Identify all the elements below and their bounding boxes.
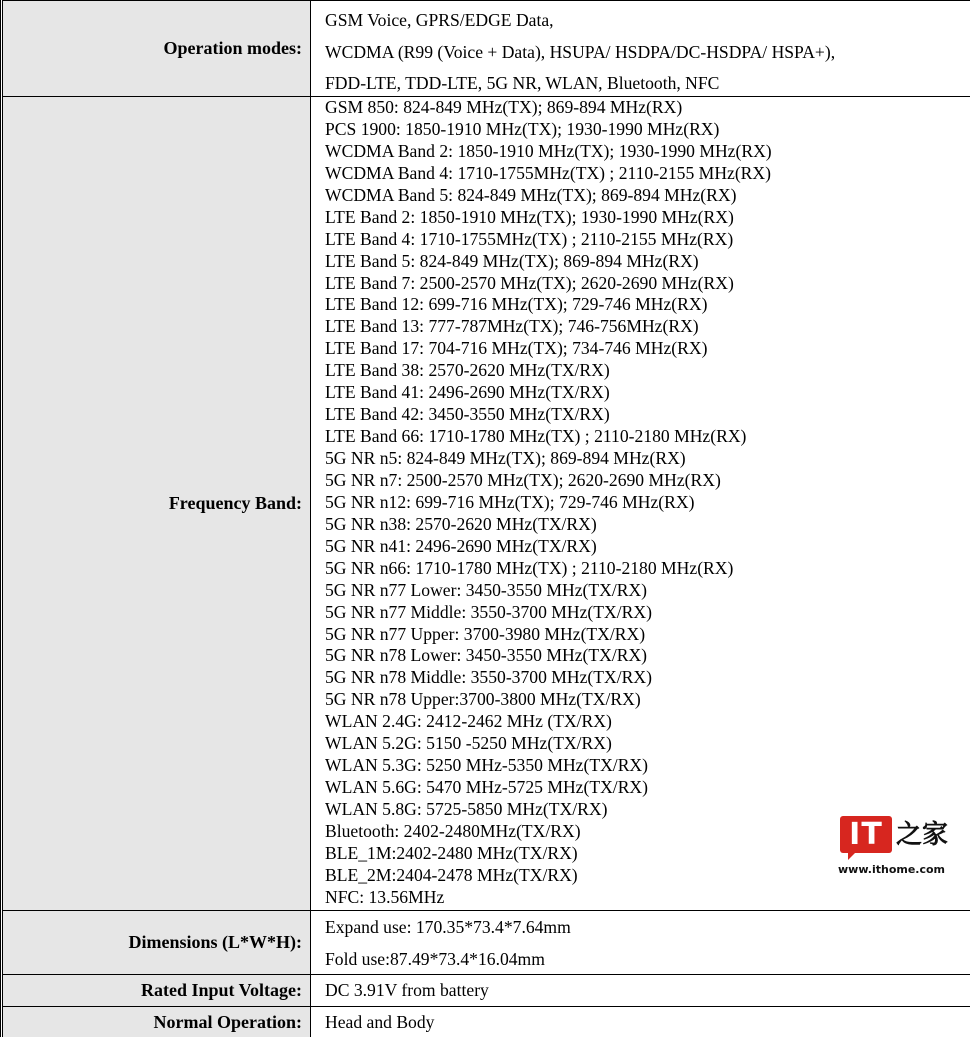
table-row-rated-input-voltage xyxy=(3,974,970,1006)
dimension-line-fold: Fold use:87.49*73.4*16.04mm xyxy=(325,949,545,969)
logo-url: www.ithome.com xyxy=(838,863,946,876)
frequency-band-line: 5G NR n78 Lower: 3450-3550 MHz(TX/RX) xyxy=(325,645,648,666)
rated-input-voltage-text: DC 3.91V from battery xyxy=(325,980,489,1000)
frequency-band-line: WCDMA Band 2: 1850-1910 MHz(TX); 1930-1990 MHz(RX) xyxy=(325,140,772,161)
frequency-band-line: PCS 1900: 1850-1910 MHz(TX); 1930-1990 MHz(RX) xyxy=(325,118,720,139)
frequency-band-line: 5G NR n77 Upper: 3700-3980 MHz(TX/RX) xyxy=(325,623,646,644)
frequency-band-line: WLAN 5.3G: 5250 MHz-5350 MHz(TX/RX) xyxy=(325,755,648,776)
normal-operation-text: Head and Body xyxy=(325,1011,435,1032)
frequency-band-line: NFC: 13.56MHz xyxy=(325,886,445,907)
table-row-dimensions xyxy=(3,910,970,974)
value-frequency-band xyxy=(311,97,970,910)
frequency-band-line: WLAN 5.8G: 5725-5850 MHz(TX/RX) xyxy=(325,799,608,819)
ithome-watermark-logo xyxy=(838,812,953,882)
value-normal-operation xyxy=(311,1007,970,1037)
label-frequency-band: Frequency Band: xyxy=(3,97,311,910)
frequency-band-line: LTE Band 38: 2570-2620 MHz(TX/RX) xyxy=(325,360,610,381)
frequency-band-line: LTE Band 66: 1710-1780 MHz(TX) ; 2110-2180 MHz(RX) xyxy=(325,426,747,447)
frequency-band-line: LTE Band 13: 777-787MHz(TX); 746-756MHz(RX) xyxy=(325,316,699,337)
frequency-band-line: WLAN 5.6G: 5470 MHz-5725 MHz(TX/RX) xyxy=(325,777,648,798)
frequency-band-line: LTE Band 42: 3450-3550 MHz(TX/RX) xyxy=(325,404,610,425)
frequency-band-line: 5G NR n5: 824-849 MHz(TX); 869-894 MHz(RX) xyxy=(325,448,686,468)
frequency-band-line: GSM 850: 824-849 MHz(TX); 869-894 MHz(RX) xyxy=(325,97,683,117)
operation-mode-line: WCDMA (R99 (Voice + Data), HSUPA/ HSDPA/DC-HSDPA/ HSPA+), xyxy=(325,41,836,62)
frequency-band-line: BLE_1M:2402-2480 MHz(TX/RX) xyxy=(325,842,578,863)
logo-chinese-text: 之家 xyxy=(896,820,949,850)
frequency-band-line: 5G NR n66: 1710-1780 MHz(TX) ; 2110-2180 MHz(RX) xyxy=(325,557,734,578)
frequency-band-line: WCDMA Band 4: 1710-1755MHz(TX) ; 2110-2155 MHz(RX) xyxy=(325,162,771,183)
frequency-band-line: LTE Band 17: 704-716 MHz(TX); 734-746 MHz(RX) xyxy=(325,338,708,359)
label-rated-input-voltage: Rated Input Voltage: xyxy=(3,975,311,1006)
label-dimensions: Dimensions (L*W*H): xyxy=(3,911,311,974)
frequency-band-line: LTE Band 2: 1850-1910 MHz(TX); 1930-1990 MHz(RX) xyxy=(325,206,734,227)
dimension-line-expand: Expand use: 170.35*73.4*7.64mm xyxy=(325,917,571,937)
frequency-band-line: 5G NR n38: 2570-2620 MHz(TX/RX) xyxy=(325,513,597,534)
frequency-band-line: LTE Band 7: 2500-2570 MHz(TX); 2620-2690 MHz(RX) xyxy=(325,272,734,293)
frequency-band-line: 5G NR n12: 699-716 MHz(TX); 729-746 MHz(RX) xyxy=(325,491,695,512)
frequency-band-line: LTE Band 5: 824-849 MHz(TX); 869-894 MHz(RX) xyxy=(325,250,699,271)
label-normal-operation: Normal Operation: xyxy=(3,1007,311,1037)
frequency-band-line: LTE Band 41: 2496-2690 MHz(TX/RX) xyxy=(325,382,610,403)
value-operation-modes xyxy=(311,1,970,96)
it-logo-icon: IT xyxy=(840,816,892,853)
table-row-frequency-band xyxy=(3,96,970,910)
frequency-band-line: 5G NR n77 Middle: 3550-3700 MHz(TX/RX) xyxy=(325,601,652,622)
label-operation-modes: Operation modes: xyxy=(3,1,311,96)
frequency-band-line: 5G NR n78 Middle: 3550-3700 MHz(TX/RX) xyxy=(325,667,652,688)
frequency-band-line: BLE_2M:2404-2478 MHz(TX/RX) xyxy=(325,864,578,885)
frequency-band-line: WLAN 2.4G: 2412-2462 MHz (TX/RX) xyxy=(325,711,612,732)
operation-mode-line: FDD-LTE, TDD-LTE, 5G NR, WLAN, Bluetooth, NFC xyxy=(325,73,720,93)
frequency-band-line: 5G NR n78 Upper:3700-3800 MHz(TX/RX) xyxy=(325,689,641,710)
frequency-band-line: 5G NR n7: 2500-2570 MHz(TX); 2620-2690 MHz(RX) xyxy=(325,469,721,490)
frequency-band-line: LTE Band 12: 699-716 MHz(TX); 729-746 MHz(RX) xyxy=(325,294,708,315)
frequency-band-line: LTE Band 4: 1710-1755MHz(TX) ; 2110-2155 MHz(RX) xyxy=(325,228,734,249)
frequency-band-line: WLAN 5.2G: 5150 -5250 MHz(TX/RX) xyxy=(325,733,612,754)
table-row-operation-modes xyxy=(3,0,970,96)
value-rated-input-voltage xyxy=(311,975,970,1006)
table-row-normal-operation xyxy=(3,1006,970,1037)
frequency-band-line: Bluetooth: 2402-2480MHz(TX/RX) xyxy=(325,820,581,841)
value-dimensions xyxy=(311,911,970,974)
frequency-band-line: WCDMA Band 5: 824-849 MHz(TX); 869-894 MHz(RX) xyxy=(325,184,737,205)
logo-speech-tail xyxy=(848,852,856,860)
operation-mode-line: GSM Voice, GPRS/EDGE Data, xyxy=(325,10,554,30)
frequency-band-line: 5G NR n41: 2496-2690 MHz(TX/RX) xyxy=(325,535,597,556)
frequency-band-line: 5G NR n77 Lower: 3450-3550 MHz(TX/RX) xyxy=(325,579,648,600)
